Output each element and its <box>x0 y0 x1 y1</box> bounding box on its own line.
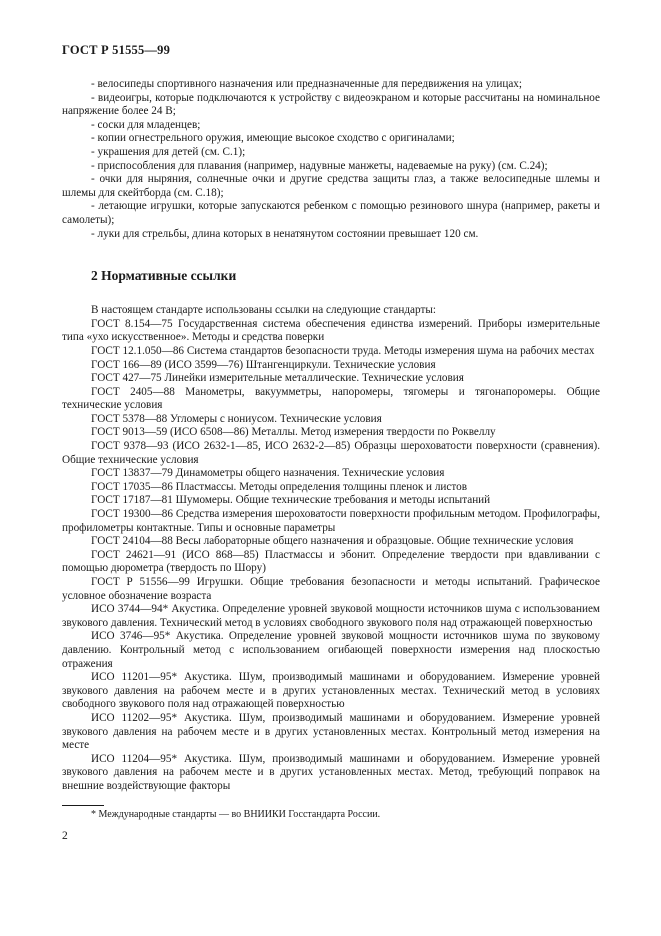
section-heading: 2 Нормативные ссылки <box>91 268 237 284</box>
reference-list <box>62 318 600 794</box>
reference-item: ИСО 3746—95* Акустика. Определение уровней звуковой мощности источников шума по звуковому давлению. Контрольный метод с использованием огибающей поверхности измерения над плоскостью отражения <box>62 630 600 670</box>
reference-item: ГОСТ 8.154—75 Государственная система обеспечения единства измерений. Приборы измерительные типа «ухо искусственное». Методы и средства поверки <box>62 317 600 344</box>
reference-item: ГОСТ 12.1.050—86 Система стандартов безопасности труда. Методы измерения шума на рабочих местах <box>91 344 595 357</box>
list-item: - соски для младенцев; <box>91 118 201 131</box>
reference-item: ГОСТ Р 51556—99 Игрушки. Общие требования безопасности и методы испытаний. Графическое условное обозначение возраста <box>62 576 600 602</box>
reference-item: ГОСТ 24104—88 Весы лабораторные общего назначения и образцовые. Общие технические условия <box>91 535 574 548</box>
exclusion-list <box>62 78 600 241</box>
reference-item: ГОСТ 5378—88 Угломеры с нониусом. Технические условия <box>91 412 382 425</box>
reference-item: ГОСТ 166—89 (ИСО 3599—76) Штангенциркули. Технические условия <box>91 358 436 371</box>
footnote-divider <box>62 805 104 806</box>
reference-item: ГОСТ 24621—91 (ИСО 868—85) Пластмассы и эбонит. Определение твердости при вдавливании с помощью дюрометра (твердость по Шору) <box>62 548 600 575</box>
section-intro: В настоящем стандарте использованы ссылки на следующие стандарты: <box>91 304 436 317</box>
reference-item: ИСО 11202—95* Акустика. Шум, производимый машинами и оборудованием. Измерение уровней звукового давления на рабочем месте и в других установленных местах. Контрольный метод измерения на месте <box>62 711 600 752</box>
list-item: - летающие игрушки, которые запускаются ребенком с помощью резинового шнура (например, ракеты и самолеты); <box>62 200 600 226</box>
list-item: - луки для стрельбы, длина которых в ненатянутом состоянии превышает 120 см. <box>91 227 479 240</box>
reference-item: ГОСТ 17187—81 Шумомеры. Общие технические требования и методы испытаний <box>91 494 491 507</box>
list-item: - видеоигры, которые подключаются к устройству с видеоэкраном и которые рассчитаны на номинальное напряжение более 24 В; <box>62 91 600 118</box>
page-number: 2 <box>62 830 68 842</box>
list-item: - копии огнестрельного оружия, имеющие высокое сходство с оригиналами; <box>91 132 455 145</box>
list-item: - велосипеды спортивного назначения или предназначенные для передвижения на улицах; <box>91 78 522 90</box>
list-item: - приспособления для плавания (например, надувные манжеты, надеваемые на руку) (см. С.24); <box>91 159 548 172</box>
reference-item: ИСО 11204—95* Акустика. Шум, производимый машинами и оборудованием. Измерение уровней звукового давления на рабочем месте и в других установленных местах. Метод, требующий поправок на внешние воздействующие факторы <box>62 752 600 792</box>
list-item: - украшения для детей (см. С.1); <box>91 145 246 158</box>
reference-item: ГОСТ 2405—88 Манометры, вакуумметры, напоромеры, тягомеры и тягонапоромеры. Общие технические условия <box>62 385 600 412</box>
reference-item: ГОСТ 9013—59 (ИСО 6508—86) Металлы. Метод измерения твердости по Роквеллу <box>91 426 496 439</box>
document-header: ГОСТ Р 51555—99 <box>62 43 171 57</box>
reference-item: ГОСТ 9378—93 (ИСО 2632-1—85, ИСО 2632-2—85) Образцы шероховатости поверхности (сравнения). Общие технические условия <box>62 440 600 466</box>
footnote: * Международные стандарты — во ВНИИКИ Госстандарта России. <box>91 809 381 820</box>
reference-item: ГОСТ 19300—86 Средства измерения шероховатости поверхности профильным методом. Профилографы, профилометры контактные. Типы и основные параметры <box>62 508 600 534</box>
reference-item: ГОСТ 13837—79 Динамометры общего назначения. Технические условия <box>91 467 445 480</box>
reference-item: ИСО 3744—94* Акустика. Определение уровней звуковой мощности источников шума с использованием звукового давления. Технический метод в условиях свободного звукового поля над отражающей поверхностью <box>62 603 600 629</box>
list-item: - очки для ныряния, солнечные очки и другие средства защиты глаз, а также велосипедные шлемы и шлемы для скейтборда (см. С.18); <box>62 173 600 199</box>
page-body <box>62 78 600 794</box>
reference-item: ИСО 11201—95* Акустика. Шум, производимый машинами и оборудованием. Измерение уровней звукового давления на рабочем месте и в других установленных местах. Технический метод в условиях свободного звукового поля над отражающей поверхностью <box>62 671 600 711</box>
reference-item: ГОСТ 427—75 Линейки измерительные металлические. Технические условия <box>91 372 464 385</box>
reference-item: ГОСТ 17035—86 Пластмассы. Методы определения толщины пленок и листов <box>91 480 467 493</box>
